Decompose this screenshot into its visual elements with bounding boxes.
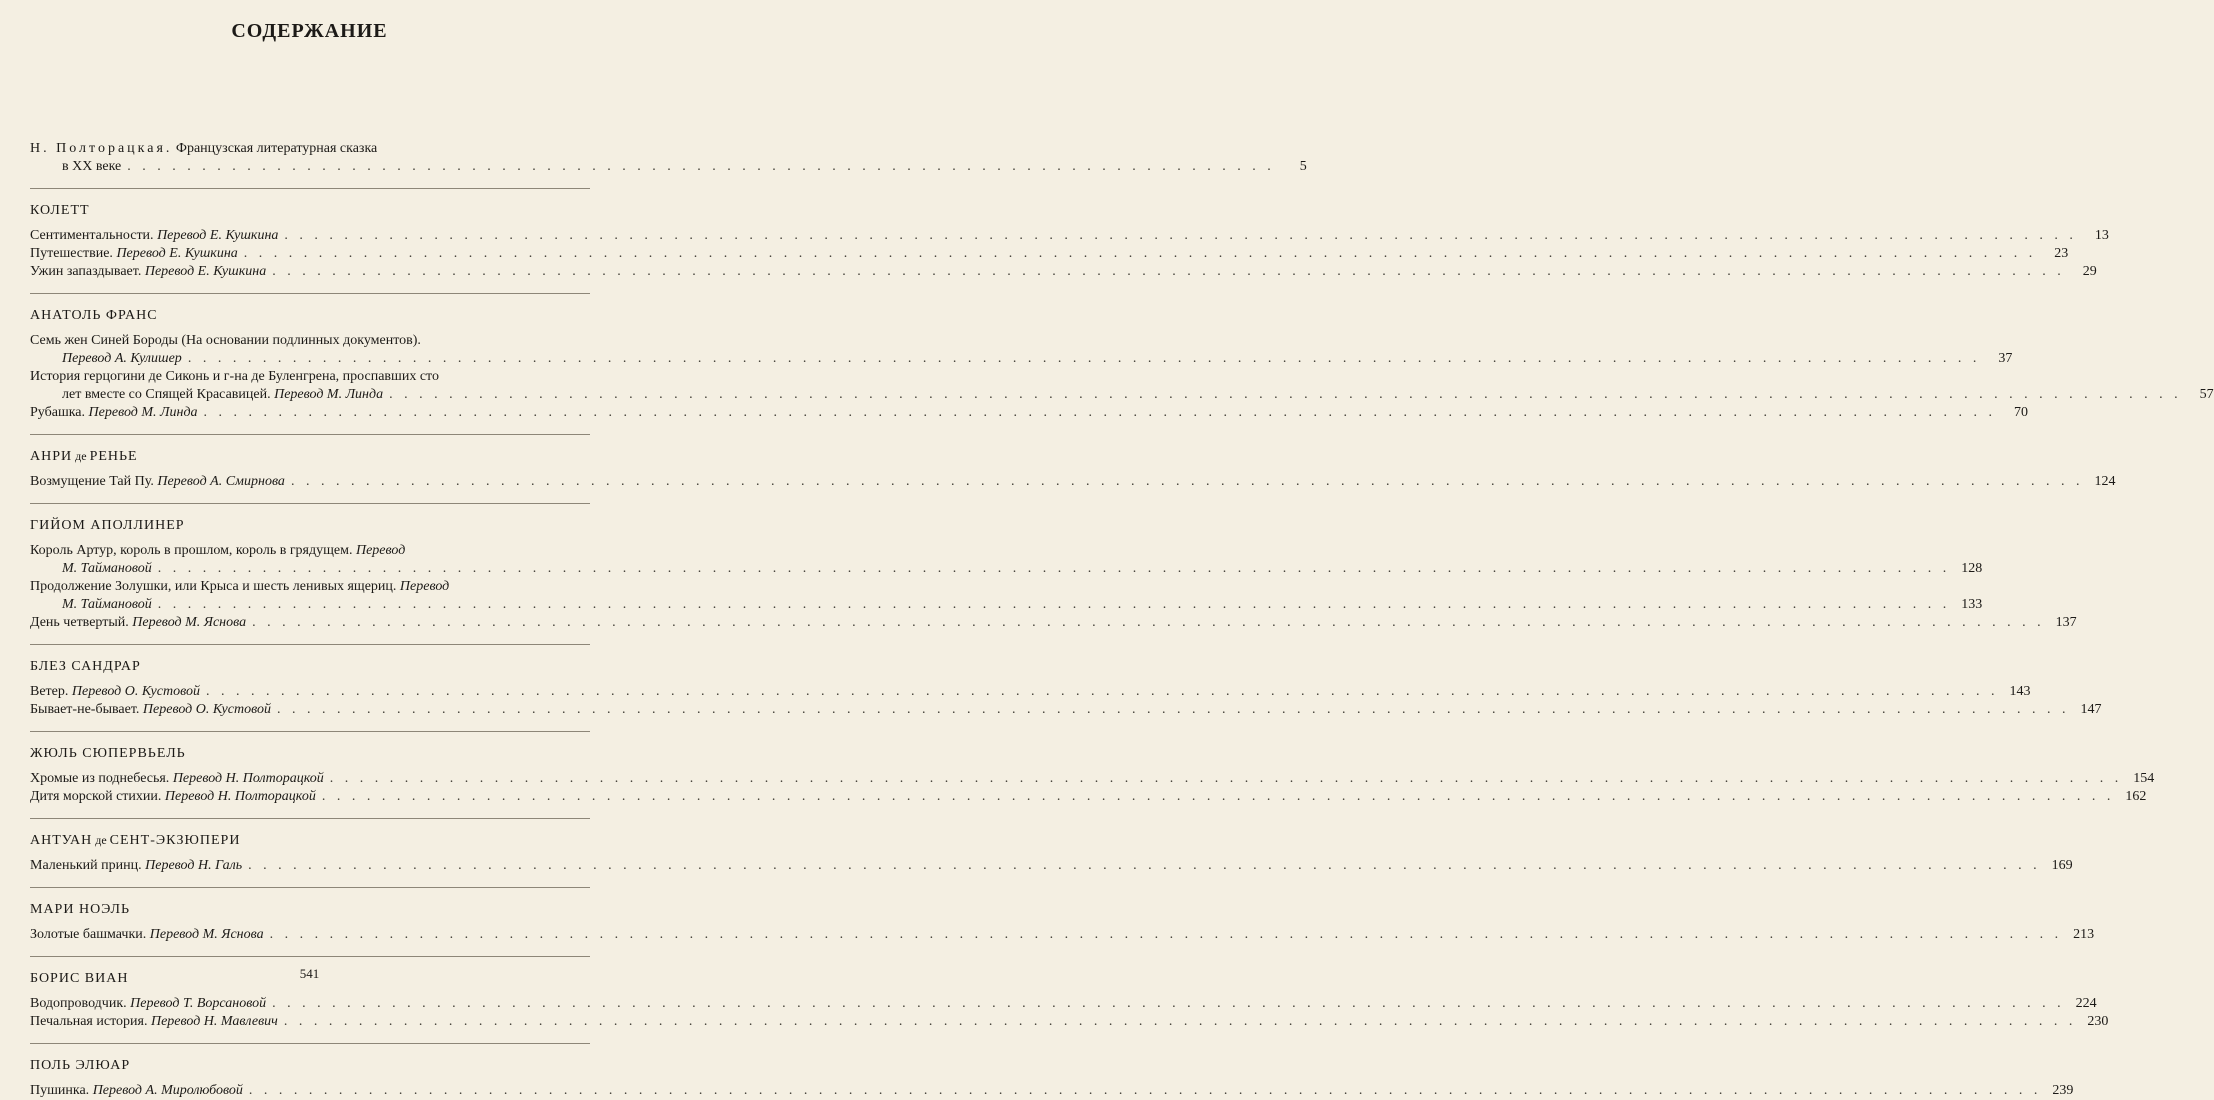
toc-entry[interactable] [30, 788, 2147, 806]
entry-translator: Перевод А. Кулишер [62, 351, 182, 366]
page-ref: 124 [2094, 474, 2116, 489]
author-name: БЛЕЗ САНДРАР [30, 659, 141, 674]
sections-list [30, 188, 2214, 1100]
author-heading [30, 902, 590, 918]
dot-leader: . . . . . . . . . . . . . . . . . . . . . . . . . . . . . . . . . . . . . . . . . . . . . . . . . . . . . . . . . . . . . . . . . . . . . . . . . . . . . . . . . . . . . . . . . . . . . . . . . . . . . . . . . . . . . . . . . . . . . . . . [248, 858, 2041, 873]
entry-translator: М. Таймановой [62, 597, 152, 612]
entry-translator: Перевод Н. Полторацкой [172, 771, 324, 786]
author-name: АНАТОЛЬ ФРАНС [30, 308, 158, 323]
page-ref: 128 [1961, 561, 1983, 576]
dot-leader: . . . . . . . . . . . . . . . . . . . . . . . . . . . . . . . . . . . . . . . . . . . . . . . . . . . . . . . . . . . . . . . . . . . . . . . . . . . . . . . . . . . . . . . . . . . . . . . . . . . . . . . . . . . . . . . . . . . . . . . . [329, 771, 2123, 786]
page-ref: 57 [2199, 387, 2214, 402]
dot-leader: . . . . . . . . . . . . . . . . . . . . . . . . . . . . . . . . . . . . . . . . . . . . . . . . . . . . . . . . . . . . . . . . . . . . . . . . . . . . . . . . . . . . . . . . . . . . . . . . . . . . . . . . . . . . . . . . . . . . . . . . [252, 615, 2045, 630]
entry-translator: Перевод А. Миролюбовой [92, 1083, 243, 1098]
author-name-rest: РЕНЬЕ [89, 449, 138, 464]
author-name: МАРИ НОЭЛЬ [30, 902, 131, 917]
dot-leader: . . . . . . . . . . . . . . . . . . . . . . . . . . . . . . . . . . . . . . . . . . . . . . . . . . . . . . . . . . . . . . . . . . . . . . . . . . . . . . . . . . . . . . . . . . . . . . . . . . . . . . . . . . . . . . . . . . . . . . . . [276, 702, 2070, 717]
section-divider [30, 818, 590, 819]
entry-title: Печальная история. Перевод Н. Мавлевич [30, 1014, 278, 1029]
entry-translator: Перевод Е. Кушкина [116, 246, 238, 261]
section-divider [30, 644, 590, 645]
dot-leader: . . . . . . . . . . . . . . . . . . . . . . . . . . . . . . . . . . . . . . . . . . . . . . . . . . . . . . . . . . . . . . . . . . . . . . . . . . . . . . . . . . . . . . . . . . . . . . . . . . . . . . . . . . . . . . . . . . . . . . . . [269, 927, 2063, 942]
section-divider [30, 293, 590, 294]
entry-title: Маленький принц. Перевод Н. Галь [30, 858, 243, 873]
page-ref: 162 [2125, 789, 2147, 804]
entry-title: лет вместе со Спящей Красавицей. Перевод М. Линда [62, 387, 384, 402]
entry-title [62, 596, 152, 614]
section-divider [30, 503, 590, 504]
table-of-contents [30, 140, 2214, 1100]
section-divider [30, 731, 590, 732]
toc-entry[interactable] [30, 995, 2097, 1013]
toc-entry[interactable] [30, 614, 2077, 632]
entry-title: Ветер. Перевод О. Кустовой [30, 684, 200, 699]
page-ref: 133 [1961, 597, 1983, 612]
author-name: ЖЮЛЬ СЮПЕРВЬЕЛЬ [30, 746, 186, 761]
entry-title: Пушинка. Перевод А. Миролюбовой [30, 1083, 243, 1098]
dot-leader: . . . . . . . . . . . . . . . . . . . . . . . . . . . . . . . . . . . . . . . . . . . . . . . . . . . . . . . . . . . . . . . . . . . . . . . . . . . . . . . . . . . . . . . . . . . . . . . . . . . . . . . . . . . . . . . . . . . . . . . . [283, 1014, 2077, 1029]
author-heading [30, 1058, 590, 1074]
author-heading [30, 659, 590, 675]
author-name: ПОЛЬ ЭЛЮАР [30, 1058, 131, 1073]
toc-entry[interactable] [30, 857, 2073, 875]
dot-leader: . . . . . . . . . . . . . . . . . . . . . . . . . . . . . . . . . . . . . . . . . . . . . . . . . . . . . . . . . . . . . . . . . . . . . . . . . . . . . . . . . . . . . . . . . . . . . . . . . . . . . . . . . . . . . . . . . . . . . . . . [272, 264, 2065, 279]
entry-title: День четвертый. Перевод М. Яснова [30, 615, 247, 630]
toc-entry[interactable] [30, 701, 2102, 719]
entry-translator: М. Таймановой [62, 561, 152, 576]
page-ref: 23 [2054, 246, 2069, 261]
author-name: АНТУАН [30, 833, 93, 848]
toc-entry[interactable] [30, 578, 1983, 614]
page-ref: 147 [2080, 702, 2102, 717]
entry-translator: Перевод Т. Ворсановой [130, 996, 267, 1011]
dot-leader: . . . . . . . . . . . . . . . . . . . . . . . . . . . . . . . . . . . . . . . . . . . . . . . . . . . . . . . . . . . . . . . . . . . . . . . . . . . . . . . . . . . . . . . . . . . . . . . . . . . . . . . . . . . . . . . . . . . . . . . . [205, 684, 1999, 699]
entry-translator: Перевод О. Кустовой [71, 684, 200, 699]
dot-leader: . . . . . . . . . . . . . . . . . . . . . . . . . . . . . . . . . . . . . . . . . . . . . . . . . . . . . . . . . . . . . . . . . . . . . . . . . . . . . . . . . . . . . . . . . . . . . . . . . . . . . . . . . . . . . . . . . . . . . . . . [272, 996, 2065, 1011]
entry-translator: Перевод О. Кустовой [142, 702, 271, 717]
entry-translator: Перевод Е. Кушкина [157, 228, 279, 243]
toc-entry[interactable] [30, 1082, 2074, 1100]
intro-entry[interactable] [30, 140, 1307, 176]
entry-title: Путешествие. Перевод Е. Кушкина [30, 246, 238, 261]
section-divider [30, 887, 590, 888]
author-name: БОРИС ВИАН [30, 971, 129, 986]
entry-translator: Перевод М. Линда [274, 387, 384, 402]
entry-translator: Перевод М. Линда [88, 405, 198, 420]
author-name-rest: СЕНТ-ЭКЗЮПЕРИ [109, 833, 241, 848]
intro-title-line1: Французская литературная сказка [175, 141, 378, 156]
dot-leader: . . . . . . . . . . . . . . . . . . . . . . . . . . . . . . . . . . . . . . . . . . . . . . . . . . . . . . . . . . . . . . . . . . . . . . . . . . . . . . . . . . . . . . . . . . . . . . . . . . . . . . . . . . . . . . . . . . . . . . . . [284, 228, 2077, 243]
author-heading [30, 833, 590, 849]
dot-leader: . . . . . . . . . . . . . . . . . . . . . . . . . . . . . . . . . . . . . . . . . . . . . . . . . . . . . . . . . . . . . . . . . . . . . . . . . . . . . . . . . . . . . . . . . . . . . . . . . . . . . . . . . . . . . . . . . . . . . . . . [157, 597, 1951, 612]
section-divider [30, 1043, 590, 1044]
author-particle: де [72, 449, 90, 463]
page-ref: 154 [2133, 771, 2155, 786]
page-ref: 213 [2073, 927, 2095, 942]
toc-entry[interactable] [30, 770, 2155, 788]
entry-title: Дитя морской стихии. Перевод Н. Полторацкой [30, 789, 316, 804]
page-number: 541 [299, 966, 320, 981]
page-ref: 137 [2055, 615, 2077, 630]
toc-entry[interactable] [30, 263, 2097, 281]
entry-title: Золотые башмачки. Перевод М. Яснова [30, 927, 264, 942]
entry-title [62, 560, 152, 578]
page-ref: 70 [2014, 405, 2029, 420]
dot-leader: . . . . . . . . . . . . . . . . . . . . . . . . . . . . . . . . . . . . . . . . . . . . . . . . . . . . . . . . . . . . . . . . . . . . . . . . . . . . . . . . . . . . . . . . . . . . . . . . . . . . . . . . . . . . . . . . . . . . . . . . [157, 561, 1951, 576]
page-ref: 230 [2087, 1014, 2109, 1029]
page-ref: 29 [2082, 264, 2097, 279]
entry-translator: Перевод А. Смирнова [157, 474, 285, 489]
toc-entry[interactable] [30, 227, 2109, 245]
entry-title: Рубашка. Перевод М. Линда [30, 405, 198, 420]
author-heading [30, 518, 590, 534]
dot-leader: . . . . . . . . . . . . . . . . . . . . . . . . . . . . . . . . . . . . . . . . . . . . . . . . . . . . . . . . . . . . . . . . . . . . . . . . . . . . . . . . . . . . . . . . . . . . . . . . . . . . . . . . . . . . . . . . . . . . . . . . [203, 405, 1997, 420]
entry-title: Бывает-не-бывает. Перевод О. Кустовой [30, 702, 271, 717]
page-ref: 37 [1998, 351, 2013, 366]
page-ref: 143 [2009, 684, 2031, 699]
dot-leader: . . . . . . . . . . . . . . . . . . . . . . . . . . . . . . . . . . . . . . . . . . . . . . . . . . . . . . . . . . . . . . . . . . . . . . . . . . . . . . . . . . . . . . . . . . . . . . . . . . . . . . . . . . . . . . . . . . . . . . . . [290, 474, 2084, 489]
section-divider [30, 434, 590, 435]
author-heading [30, 746, 590, 762]
entry-title: Хромые из поднебесья. Перевод Н. Полторацкой [30, 771, 324, 786]
entry-translator: Перевод Н. Полторацкой [164, 789, 316, 804]
intro-title-line2: в XX веке [62, 159, 122, 174]
toc-entry[interactable] [30, 1013, 2109, 1031]
author-particle: де [92, 833, 110, 847]
author-name: АНРИ [30, 449, 73, 464]
author-heading [30, 203, 590, 219]
entry-title-line: Продолжение Золушки, или Крыса и шесть ленивых ящериц. Перевод [30, 579, 450, 594]
entry-translator: Перевод Н. Мавлевич [150, 1014, 278, 1029]
toc-entry[interactable] [30, 368, 2214, 404]
dot-leader: . . . . . . . . . . . . . . . . . . . . . . . . . . . . . . . . . . . . . . . . . . . . . . . . . . . . . . . . . . . . . . . . . . . . . . . . . . . . . [127, 159, 1275, 174]
dot-leader: . . . . . . . . . . . . . . . . . . . . . . . . . . . . . . . . . . . . . . . . . . . . . . . . . . . . . . . . . . . . . . . . . . . . . . . . . . . . . . . . . . . . . . . . . . . . . . . . . . . . . . . . . . . . . . . . . . . . . . . . [248, 1083, 2042, 1098]
page-title: СОДЕРЖАНИЕ [231, 20, 388, 42]
toc-entry[interactable] [30, 926, 2095, 944]
section-divider [30, 188, 590, 189]
entry-title-line: Король Артур, король в прошлом, король в грядущем. Перевод [30, 543, 406, 558]
entry-title: Возмущение Тай Пу. Перевод А. Смирнова [30, 474, 285, 489]
page-ref: 169 [2051, 858, 2073, 873]
toc-entry[interactable] [30, 332, 2013, 368]
toc-entry[interactable] [30, 245, 2069, 263]
toc-entry[interactable] [30, 683, 2031, 701]
author-name: КОЛЕТТ [30, 203, 90, 218]
entry-translator: Перевод М. Яснова [132, 615, 247, 630]
author-heading [30, 308, 590, 324]
section-divider [30, 956, 590, 957]
page-ref: 224 [2075, 996, 2097, 1011]
page-ref: 239 [2052, 1083, 2074, 1098]
author-heading [30, 449, 590, 465]
intro-author: Н. Полторацкая. [30, 141, 173, 156]
page-ref: 5 [1299, 159, 1307, 174]
entry-translator: Перевод Е. Кушкина [144, 264, 267, 279]
dot-leader: . . . . . . . . . . . . . . . . . . . . . . . . . . . . . . . . . . . . . . . . . . . . . . . . . . . . . . . . . . . . . . . . . . . . . . . . . . . . . . . . . . . . . . . . . . . . . . . . . . . . . . . . . . . . . . . . . . . . . . . . [187, 351, 1981, 366]
entry-title [62, 350, 182, 368]
toc-entry[interactable] [30, 542, 1983, 578]
author-name: ГИЙОМ АПОЛЛИНЕР [30, 518, 185, 533]
entry-title-line: История герцогини де Сиконь и г-на де Буленгрена, проспавших сто [30, 369, 439, 384]
entry-translator: Перевод Н. Галь [145, 858, 243, 873]
toc-entry[interactable] [30, 473, 2116, 491]
toc-entry[interactable] [30, 404, 2029, 422]
dot-leader: . . . . . . . . . . . . . . . . . . . . . . . . . . . . . . . . . . . . . . . . . . . . . . . . . . . . . . . . . . . . . . . . . . . . . . . . . . . . . . . . . . . . . . . . . . . . . . . . . . . . . . . . . . . . . . . . . . . . . . . . [389, 387, 2182, 402]
dot-leader: . . . . . . . . . . . . . . . . . . . . . . . . . . . . . . . . . . . . . . . . . . . . . . . . . . . . . . . . . . . . . . . . . . . . . . . . . . . . . . . . . . . . . . . . . . . . . . . . . . . . . . . . . . . . . . . . . . . . . . . . [243, 246, 2037, 261]
entry-translator: Перевод М. Яснова [149, 927, 264, 942]
entry-title: Ужин запаздывает. Перевод Е. Кушкина [30, 264, 267, 279]
page-ref: 13 [2094, 228, 2109, 243]
entry-title: Водопроводчик. Перевод Т. Ворсановой [30, 996, 267, 1011]
dot-leader: . . . . . . . . . . . . . . . . . . . . . . . . . . . . . . . . . . . . . . . . . . . . . . . . . . . . . . . . . . . . . . . . . . . . . . . . . . . . . . . . . . . . . . . . . . . . . . . . . . . . . . . . . . . . . . . . . . . . . . . . [321, 789, 2115, 804]
entry-title-line: Семь жен Синей Бороды (На основании подлинных документов). [30, 333, 421, 348]
entry-title: Сентиментальности. Перевод Е. Кушкина [30, 228, 279, 243]
